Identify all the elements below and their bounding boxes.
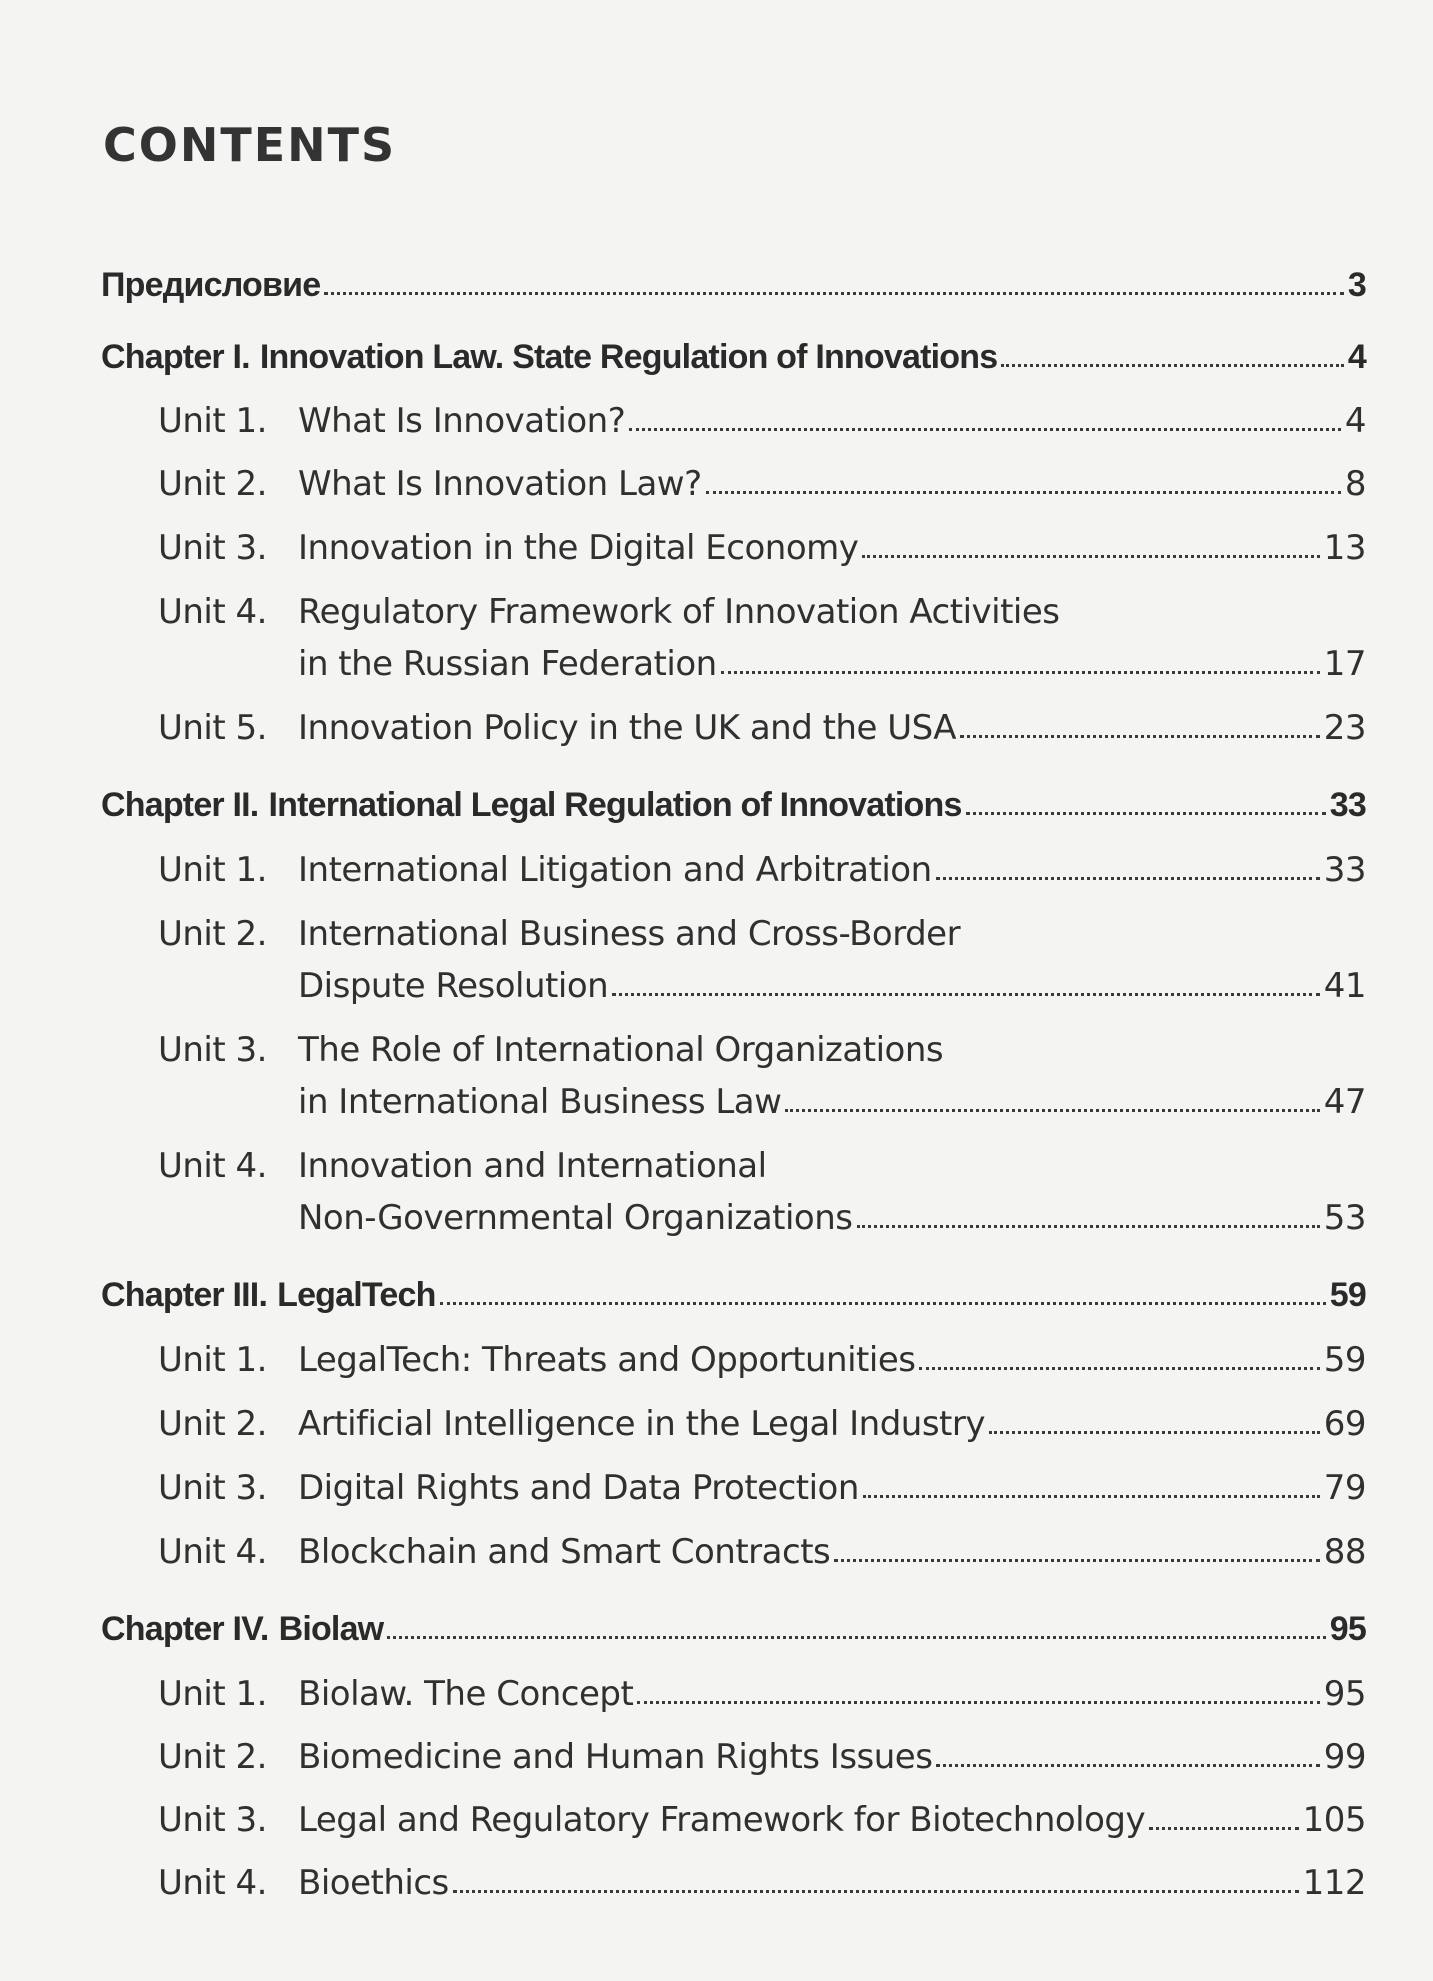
page-number: 17 bbox=[1323, 644, 1366, 684]
unit-number: Unit 2. bbox=[158, 1737, 267, 1777]
toc-unit-continuation bbox=[298, 644, 1366, 684]
dot-leader bbox=[785, 1109, 1319, 1112]
unit-title: Bioethics bbox=[298, 1863, 449, 1903]
unit-title-line2: in International Business Law bbox=[298, 1082, 782, 1122]
dot-leader bbox=[706, 491, 1341, 494]
dot-leader bbox=[936, 1764, 1319, 1767]
unit-title: What Is Innovation? bbox=[298, 401, 626, 441]
toc-unit bbox=[158, 1800, 1366, 1840]
unit-number: Unit 4. bbox=[158, 1146, 267, 1186]
toc-unit bbox=[158, 1863, 1366, 1903]
dot-leader bbox=[862, 555, 1319, 558]
unit-number: Unit 4. bbox=[158, 1532, 267, 1572]
page-number: 59 bbox=[1329, 1276, 1366, 1314]
toc-unit bbox=[158, 914, 1366, 954]
dot-leader bbox=[966, 812, 1326, 815]
unit-title: Innovation in the Digital Economy bbox=[298, 528, 859, 568]
contents-heading: CONTENTS bbox=[103, 118, 397, 172]
page-number: 8 bbox=[1344, 464, 1366, 504]
toc-chapter-3 bbox=[101, 1276, 1366, 1315]
page-number: 23 bbox=[1323, 708, 1366, 748]
unit-number: Unit 4. bbox=[158, 1863, 267, 1903]
toc-unit bbox=[158, 1404, 1366, 1444]
page-number: 47 bbox=[1323, 1082, 1366, 1122]
page-number: 4 bbox=[1344, 401, 1366, 441]
page-number: 59 bbox=[1323, 1340, 1366, 1380]
toc-unit bbox=[158, 1737, 1366, 1777]
page-number: 88 bbox=[1323, 1532, 1366, 1572]
toc-unit bbox=[158, 708, 1366, 748]
toc-unit bbox=[158, 1468, 1366, 1508]
unit-title: International Litigation and Arbitration bbox=[298, 850, 932, 890]
unit-title: What Is Innovation Law? bbox=[298, 464, 702, 504]
unit-number: Unit 1. bbox=[158, 401, 267, 441]
chapter-number: Chapter I. bbox=[101, 338, 250, 376]
unit-title-line1: Innovation and International bbox=[298, 1146, 767, 1186]
unit-number: Unit 2. bbox=[158, 914, 267, 954]
toc-unit bbox=[158, 1030, 1366, 1070]
dot-leader bbox=[440, 1302, 1326, 1305]
dot-leader bbox=[936, 877, 1320, 880]
chapter-number: Chapter III. bbox=[101, 1276, 268, 1314]
toc-unit bbox=[158, 1146, 1366, 1186]
dot-leader bbox=[637, 1701, 1319, 1704]
unit-number: Unit 3. bbox=[158, 1468, 267, 1508]
toc-entry-preface bbox=[101, 266, 1366, 305]
chapter-title: LegalTech bbox=[277, 1276, 436, 1314]
toc-unit bbox=[158, 464, 1366, 504]
page-number: 33 bbox=[1323, 850, 1366, 890]
unit-title: Digital Rights and Data Protection bbox=[298, 1468, 859, 1508]
page-number: 105 bbox=[1302, 1800, 1366, 1840]
unit-number: Unit 2. bbox=[158, 464, 267, 504]
unit-title: LegalTech: Threats and Opportunities bbox=[298, 1340, 916, 1380]
toc-unit bbox=[158, 1340, 1366, 1380]
chapter-title: Biolaw bbox=[278, 1610, 384, 1648]
page-number: 4 bbox=[1347, 338, 1366, 376]
unit-title-line2: Non-Governmental Organizations bbox=[298, 1198, 853, 1238]
toc-unit-continuation bbox=[298, 1198, 1366, 1238]
unit-number: Unit 3. bbox=[158, 1030, 267, 1070]
page-number: 41 bbox=[1323, 966, 1366, 1006]
toc-unit-continuation bbox=[298, 966, 1366, 1006]
dot-leader bbox=[1001, 364, 1344, 367]
toc-chapter-2 bbox=[101, 786, 1366, 825]
chapter-title: International Legal Regulation of Innovations bbox=[268, 786, 962, 824]
dot-leader bbox=[453, 1890, 1299, 1893]
unit-title: Innovation Policy in the UK and the USA bbox=[298, 708, 957, 748]
unit-number: Unit 3. bbox=[158, 528, 267, 568]
dot-leader bbox=[863, 1495, 1320, 1498]
unit-number: Unit 2. bbox=[158, 1404, 267, 1444]
page-number: 95 bbox=[1329, 1610, 1366, 1648]
page-number: 79 bbox=[1323, 1468, 1366, 1508]
unit-title: Biolaw. The Concept bbox=[298, 1674, 634, 1714]
unit-number: Unit 1. bbox=[158, 1674, 267, 1714]
toc-chapter-4 bbox=[101, 1610, 1366, 1649]
dot-leader bbox=[721, 671, 1320, 674]
dot-leader bbox=[1149, 1827, 1298, 1830]
toc-unit bbox=[158, 1532, 1366, 1572]
dot-leader bbox=[834, 1559, 1319, 1562]
unit-title-line1: International Business and Cross-Border bbox=[298, 914, 961, 954]
dot-leader bbox=[612, 993, 1320, 996]
page-number: 112 bbox=[1302, 1863, 1366, 1903]
page-number: 69 bbox=[1323, 1404, 1366, 1444]
page-number: 99 bbox=[1323, 1737, 1366, 1777]
unit-number: Unit 1. bbox=[158, 850, 267, 890]
entry-title: Предисловие bbox=[101, 266, 321, 304]
unit-title: Legal and Regulatory Framework for Biotechnology bbox=[298, 1800, 1146, 1840]
toc-unit bbox=[158, 850, 1366, 890]
unit-title: Biomedicine and Human Rights Issues bbox=[298, 1737, 933, 1777]
toc-unit bbox=[158, 592, 1366, 632]
page-number: 3 bbox=[1347, 266, 1366, 304]
toc-unit bbox=[158, 1674, 1366, 1714]
chapter-title: Innovation Law. State Regulation of Innovations bbox=[259, 338, 998, 376]
unit-number: Unit 5. bbox=[158, 708, 267, 748]
toc-unit-continuation bbox=[298, 1082, 1366, 1122]
dot-leader bbox=[960, 735, 1320, 738]
unit-number: Unit 3. bbox=[158, 1800, 267, 1840]
unit-number: Unit 1. bbox=[158, 1340, 267, 1380]
unit-title: Blockchain and Smart Contracts bbox=[298, 1532, 831, 1572]
page-number: 13 bbox=[1323, 528, 1366, 568]
page-number: 33 bbox=[1329, 786, 1366, 824]
dot-leader bbox=[989, 1431, 1320, 1434]
dot-leader bbox=[919, 1367, 1319, 1370]
dot-leader bbox=[857, 1225, 1320, 1228]
unit-title-line1: The Role of International Organizations bbox=[298, 1030, 944, 1070]
unit-title: Artificial Intelligence in the Legal Industry bbox=[298, 1404, 985, 1444]
chapter-number: Chapter II. bbox=[101, 786, 259, 824]
dot-leader bbox=[629, 428, 1341, 431]
unit-number: Unit 4. bbox=[158, 592, 267, 632]
page-number: 95 bbox=[1323, 1674, 1366, 1714]
toc-unit bbox=[158, 528, 1366, 568]
chapter-number: Chapter IV. bbox=[101, 1610, 269, 1648]
unit-title-line2: in the Russian Federation bbox=[298, 644, 717, 684]
toc-unit bbox=[158, 401, 1366, 441]
toc-chapter-1 bbox=[101, 338, 1366, 377]
unit-title-line1: Regulatory Framework of Innovation Activities bbox=[298, 592, 1060, 632]
dot-leader bbox=[387, 1636, 1325, 1639]
page-number: 53 bbox=[1323, 1198, 1366, 1238]
dot-leader bbox=[324, 292, 1344, 295]
unit-title-line2: Dispute Resolution bbox=[298, 966, 609, 1006]
